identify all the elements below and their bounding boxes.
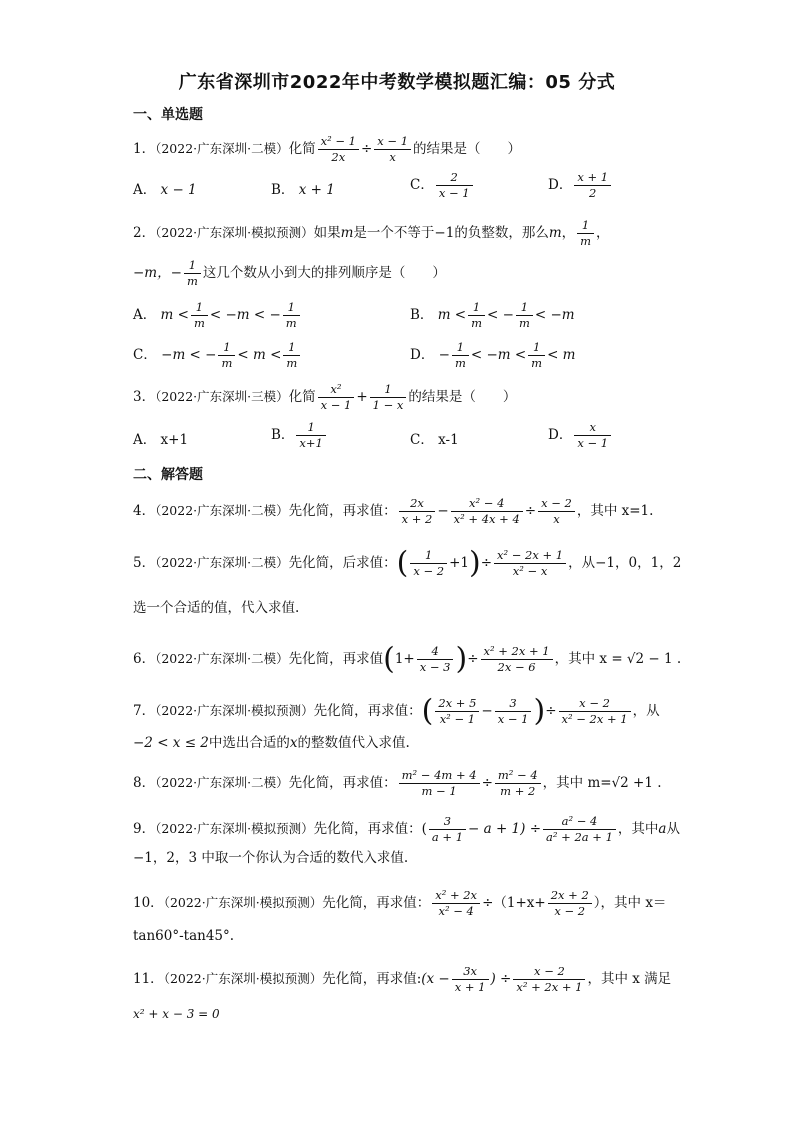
question-6: 6．（2022·广东深圳·二模）先化简，再求值(1+ $\frac{4}{x - 3}$ )÷ $\frac{\text{x² + 2x + 1}}{2x - 6}$ ，其中 x = √2 − 1 . — [133, 641, 682, 677]
option-d: D． $\frac{x + 1}{2}$ — [548, 170, 613, 201]
question-1 — [133, 134, 521, 165]
option-b: B． x + 1 — [271, 182, 335, 198]
section-answer: 二、解答题 — [133, 467, 203, 483]
question-text: 的结果是（ ） — [413, 141, 522, 157]
question-source: （2022·广东深圳·二模） — [155, 141, 289, 156]
fraction: $\frac{1}{m}$ — [577, 218, 594, 249]
option-d: D． − $\frac{1}{m}$ < −m < $\frac{1}{m}$ < m — [410, 340, 576, 370]
question-7-line2: −2 < x ≤ 2中选出合适的x的整数值代入求值. — [133, 735, 410, 751]
question-10-line2: tan60°-tan45°. — [133, 928, 235, 944]
option-b: B． m < $\frac{1}{m}$ < − $\frac{1}{m}$ < −m — [410, 300, 575, 330]
question-5-line2: 选一个合适的值，代入求值. — [133, 600, 300, 616]
question-text: 化简 — [288, 141, 316, 157]
operator: ÷ — [360, 141, 373, 157]
page-title: 广东省深圳市2022年中考数学模拟题汇编：05 分式 — [178, 72, 616, 93]
question-5: 5．（2022·广东深圳·二模）先化简，后求值：( $\frac{1}{x - 2}$ +1)÷ $\frac{\text{x² − 2x + 1}}{\text{x² − x}}$ ，从−1，0，1，2 — [133, 545, 682, 581]
option-d: D． $\frac{x}{x - 1}$ — [548, 420, 613, 451]
question-9: 9．（2022·广东深圳·模拟预测）先化简，再求值：( $\frac{3}{a + 1}$ − a + 1) ÷ $\frac{\text{a² − 4}}{\text{a² + 2a + 1}}$ ，其中a从 — [133, 814, 680, 844]
fraction: $\frac{x - 1}{x}$ — [374, 134, 411, 165]
question-number: 1． — [133, 141, 156, 157]
question-2: 2．（2022·广东深圳·模拟预测）如果m是一个不等于−1的负整数，那么m， $\frac{1}{m}$ ， — [133, 218, 610, 248]
question-4: 4．（2022·广东深圳·二模）先化简，再求值： $\frac{2x}{x + 2}$ − $\frac{\text{x² − 4}}{\text{x² + 4x + 4}}$ ÷ $\frac{x - 2}{x}$ ，其中 x=1. — [133, 496, 654, 526]
option-a: A． m < $\frac{1}{m}$ < −m < − $\frac{1}{m}$ — [133, 300, 302, 331]
question-10: 10．（2022·广东深圳·模拟预测）先化简，再求值： $\frac{\text{x² + 2x}}{\text{x² − 4}}$ ÷（1+x+ $\frac{2x + 2}{x - 2}$ ），其中 x＝ — [133, 888, 667, 918]
option-a: A． x+1 — [133, 432, 189, 448]
question-9-line2: −1，2，3 中取一个你认为合适的数代入求值. — [133, 850, 409, 866]
question-3: 3．（2022·广东深圳·三模）化简 $\frac{\text{x²}}{x - 1}$ + $\frac{1}{1 - x}$ 的结果是（ ） — [133, 382, 517, 412]
option-b: B． $\frac{1}{x+1}$ — [271, 420, 328, 451]
option-c: C． x-1 — [410, 432, 459, 448]
option-c: C． −m < − $\frac{1}{m}$ < m < $\frac{1}{m}$ — [133, 340, 302, 371]
question-11: 11．（2022·广东深圳·模拟预测）先化简，再求值:(x − $\frac{3x}{x + 1}$ ) ÷ $\frac{x - 2}{\text{x² + 2x + 1}}$ ，其中 x 满足 — [133, 964, 672, 994]
question-11-line2: x² + x − 3 = 0 — [133, 1007, 220, 1021]
question-7: 7．（2022·广东深圳·模拟预测）先化简，再求值：( $\frac{2x + 5}{\text{x² − 1}}$ − $\frac{3}{x - 1}$ )÷ $\frac{x - 2}{\text{x² − 2x + 1}}$ ，从 — [133, 693, 660, 729]
option-c: C． $\frac{2}{x - 1}$ — [410, 170, 475, 201]
option-a: A． x − 1 — [133, 182, 197, 198]
section-single-choice: 一、单选题 — [133, 107, 203, 123]
question-2-line2: −m，− $\frac{1}{m}$ 这几个数从小到大的排列顺序是（ ） — [133, 258, 446, 288]
question-8: 8．（2022·广东深圳·二模）先化简，再求值： $\frac{\text{m² − 4m + 4}}{m - 1}$ ÷ $\frac{\text{m² − 4}}{m + 2}$ ，其中 m=√2 +1 . — [133, 768, 662, 798]
fraction: $\frac{\text{x² − 1}}{2x}$ — [318, 134, 359, 165]
